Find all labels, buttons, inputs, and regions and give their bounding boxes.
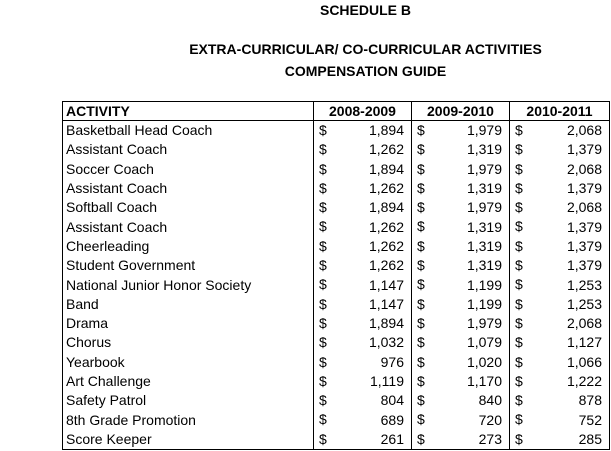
currency-symbol: $ xyxy=(515,276,523,293)
amount-value: 1,119 xyxy=(370,373,404,389)
table-row xyxy=(63,160,610,179)
currency-symbol: $ xyxy=(319,199,327,216)
table-row xyxy=(63,179,610,198)
currency-symbol: $ xyxy=(319,257,327,274)
header-activity: ACTIVITY xyxy=(63,102,314,121)
activity-name: Chorus xyxy=(63,333,314,352)
currency-symbol: $ xyxy=(319,276,327,293)
currency-symbol: $ xyxy=(319,334,327,351)
schedule-heading: SCHEDULE B xyxy=(319,2,411,18)
amount-2010-2011 xyxy=(510,121,610,141)
activity-name: Drama xyxy=(63,314,314,333)
amount-2010-2011 xyxy=(510,353,610,372)
amount-2010-2011 xyxy=(510,237,610,256)
amount-2010-2011 xyxy=(510,333,610,352)
amount-2010-2011 xyxy=(510,430,610,450)
amount-2009-2010 xyxy=(412,410,510,429)
amount-value: 976 xyxy=(380,353,404,370)
amount-2008-2009 xyxy=(314,391,412,410)
header-2009-2010: 2009-2010 xyxy=(412,102,510,121)
amount-2009-2010 xyxy=(412,121,510,141)
amount-value: 1,319 xyxy=(466,218,502,235)
amount-2008-2009 xyxy=(314,160,412,179)
amount-2009-2010 xyxy=(412,198,510,217)
amount-value: 1,319 xyxy=(466,180,502,197)
currency-symbol: $ xyxy=(319,353,327,370)
table-row xyxy=(63,353,610,372)
amount-2008-2009 xyxy=(314,237,412,256)
amount-2009-2010 xyxy=(412,217,510,236)
amount-2008-2009 xyxy=(314,295,412,314)
amount-value: 1,379 xyxy=(566,257,602,274)
amount-value: 2,068 xyxy=(566,315,602,332)
amount-2008-2009 xyxy=(314,430,412,450)
amount-value: 1,894 xyxy=(368,315,404,332)
currency-symbol: $ xyxy=(319,141,327,158)
amount-value: 1,262 xyxy=(368,180,404,197)
currency-symbol: $ xyxy=(515,141,523,158)
currency-symbol: $ xyxy=(515,353,523,370)
amount-2009-2010 xyxy=(412,295,510,314)
amount-value: 273 xyxy=(478,430,502,447)
activity-name: 8th Grade Promotion xyxy=(63,410,314,429)
activity-name: Softball Coach xyxy=(63,198,314,217)
table-row xyxy=(63,430,610,450)
amount-2009-2010 xyxy=(412,430,510,450)
activity-name: Band xyxy=(63,295,314,314)
amount-value: 1,379 xyxy=(566,237,602,254)
amount-2010-2011 xyxy=(510,217,610,236)
currency-symbol: $ xyxy=(417,430,425,447)
amount-value: 1,979 xyxy=(466,315,502,332)
amount-2009-2010 xyxy=(412,256,510,275)
amount-2009-2010 xyxy=(412,237,510,256)
amount-2008-2009 xyxy=(314,314,412,333)
amount-value: 2,068 xyxy=(566,199,602,216)
amount-2010-2011 xyxy=(510,410,610,429)
amount-2008-2009 xyxy=(314,179,412,198)
table-row xyxy=(63,256,610,275)
amount-value: 1,032 xyxy=(368,334,404,351)
table-row xyxy=(63,333,610,352)
amount-value: 1,020 xyxy=(466,353,502,370)
currency-symbol: $ xyxy=(417,411,425,428)
amount-value: 2,068 xyxy=(566,122,602,139)
table-row xyxy=(63,410,610,429)
currency-symbol: $ xyxy=(319,237,327,254)
currency-symbol: $ xyxy=(417,160,425,177)
table-header-row xyxy=(63,102,610,121)
activity-name: Soccer Coach xyxy=(63,160,314,179)
amount-value: 689 xyxy=(380,411,404,428)
currency-symbol: $ xyxy=(417,141,425,158)
table-body xyxy=(63,121,610,450)
amount-2010-2011 xyxy=(510,179,610,198)
amount-2009-2010 xyxy=(412,391,510,410)
amount-2008-2009 xyxy=(314,410,412,429)
currency-symbol: $ xyxy=(515,257,523,274)
currency-symbol: $ xyxy=(515,122,523,138)
amount-2008-2009 xyxy=(314,198,412,217)
amount-value: 285 xyxy=(578,430,602,447)
amount-2008-2009 xyxy=(314,217,412,236)
currency-symbol: $ xyxy=(515,179,523,196)
table-row xyxy=(63,217,610,236)
table-row xyxy=(63,121,610,141)
activity-name: Safety Patrol xyxy=(63,391,314,410)
currency-symbol: $ xyxy=(319,179,327,196)
currency-symbol: $ xyxy=(417,334,425,351)
table-row xyxy=(63,391,610,410)
amount-value: 261 xyxy=(380,430,404,447)
amount-2010-2011 xyxy=(510,160,610,179)
amount-2010-2011 xyxy=(510,295,610,314)
amount-2009-2010 xyxy=(412,333,510,352)
amount-value: 1,199 xyxy=(466,276,502,293)
currency-symbol: $ xyxy=(319,122,327,138)
amount-value: 1,319 xyxy=(466,237,502,254)
amount-value: 1,894 xyxy=(368,199,404,216)
amount-2010-2011 xyxy=(510,198,610,217)
amount-value: 1,894 xyxy=(368,122,404,139)
currency-symbol: $ xyxy=(319,218,327,235)
amount-2010-2011 xyxy=(510,140,610,159)
amount-value: 1,979 xyxy=(466,160,502,177)
currency-symbol: $ xyxy=(417,314,425,331)
amount-value: 1,319 xyxy=(466,257,502,274)
activity-name: Assistant Coach xyxy=(63,140,314,159)
amount-2009-2010 xyxy=(412,160,510,179)
currency-symbol: $ xyxy=(417,392,425,409)
amount-value: 1,127 xyxy=(566,334,602,351)
currency-symbol: $ xyxy=(515,334,523,351)
currency-symbol: $ xyxy=(515,430,523,447)
amount-value: 840 xyxy=(478,392,502,409)
amount-value: 1,262 xyxy=(368,218,404,235)
amount-2010-2011 xyxy=(510,256,610,275)
currency-symbol: $ xyxy=(515,237,523,254)
currency-symbol: $ xyxy=(417,237,425,254)
amount-value: 1,379 xyxy=(566,218,602,235)
amount-value: 1,262 xyxy=(368,237,404,254)
currency-symbol: $ xyxy=(515,314,523,331)
currency-symbol: $ xyxy=(319,295,327,312)
table-row xyxy=(63,198,610,217)
activity-name: Assistant Coach xyxy=(63,217,314,236)
amount-2010-2011 xyxy=(510,391,610,410)
amount-2008-2009 xyxy=(314,256,412,275)
amount-value: 1,066 xyxy=(566,353,602,370)
amount-value: 1,379 xyxy=(566,141,602,158)
currency-symbol: $ xyxy=(319,430,327,447)
amount-value: 1,894 xyxy=(368,160,404,177)
amount-value: 1,319 xyxy=(466,141,502,158)
amount-value: 878 xyxy=(578,392,602,409)
activity-name: Score Keeper xyxy=(63,430,314,450)
currency-symbol: $ xyxy=(319,160,327,177)
currency-symbol: $ xyxy=(319,411,327,428)
activity-name: Assistant Coach xyxy=(63,179,314,198)
table-row xyxy=(63,237,610,256)
activity-name: Basketball Head Coach xyxy=(63,121,314,141)
amount-2009-2010 xyxy=(412,353,510,372)
amount-value: 1,979 xyxy=(466,199,502,216)
currency-symbol: $ xyxy=(319,314,327,331)
currency-symbol: $ xyxy=(417,372,425,389)
document-title-line-2: COMPENSATION GUIDE xyxy=(284,63,447,79)
activity-name: Art Challenge xyxy=(63,372,314,391)
currency-symbol: $ xyxy=(417,295,425,312)
amount-value: 1,147 xyxy=(368,295,404,312)
table-row xyxy=(63,295,610,314)
amount-value: 1,379 xyxy=(566,180,602,197)
activity-name: Student Government xyxy=(63,256,314,275)
document-title-line-1: EXTRA-CURRICULAR/ CO-CURRICULAR ACTIVITIES xyxy=(189,41,542,57)
currency-symbol: $ xyxy=(515,411,523,428)
amount-value: 1,199 xyxy=(466,295,502,312)
amount-value: 1,147 xyxy=(368,276,404,293)
table-row xyxy=(63,275,610,294)
amount-2009-2010 xyxy=(412,140,510,159)
table-row xyxy=(63,314,610,333)
currency-symbol: $ xyxy=(319,392,327,409)
amount-value: 1,253 xyxy=(566,295,602,312)
currency-symbol: $ xyxy=(417,353,425,370)
amount-2010-2011 xyxy=(510,372,610,391)
compensation-table xyxy=(62,101,610,450)
amount-value: 1,222 xyxy=(566,373,602,389)
header-2010-2011: 2010-2011 xyxy=(510,102,610,121)
amount-2009-2010 xyxy=(412,372,510,391)
amount-value: 1,262 xyxy=(368,257,404,274)
amount-value: 720 xyxy=(478,411,502,428)
table-row xyxy=(63,140,610,159)
amount-2008-2009 xyxy=(314,121,412,141)
amount-2008-2009 xyxy=(314,275,412,294)
amount-2008-2009 xyxy=(314,372,412,391)
amount-value: 804 xyxy=(380,392,404,409)
currency-symbol: $ xyxy=(515,199,523,216)
currency-symbol: $ xyxy=(417,218,425,235)
table-row xyxy=(63,372,610,391)
currency-symbol: $ xyxy=(515,392,523,409)
activity-name: National Junior Honor Society xyxy=(63,275,314,294)
currency-symbol: $ xyxy=(417,276,425,293)
amount-2008-2009 xyxy=(314,140,412,159)
amount-2009-2010 xyxy=(412,275,510,294)
activity-name: Yearbook xyxy=(63,353,314,372)
amount-value: 752 xyxy=(578,411,602,428)
amount-value: 1,979 xyxy=(466,122,502,139)
currency-symbol: $ xyxy=(417,199,425,216)
currency-symbol: $ xyxy=(417,122,425,138)
currency-symbol: $ xyxy=(515,372,523,389)
currency-symbol: $ xyxy=(417,257,425,274)
amount-2010-2011 xyxy=(510,275,610,294)
amount-2008-2009 xyxy=(314,353,412,372)
header-2008-2009: 2008-2009 xyxy=(314,102,412,121)
amount-value: 2,068 xyxy=(566,160,602,177)
amount-value: 1,253 xyxy=(566,276,602,293)
activity-name: Cheerleading xyxy=(63,237,314,256)
amount-2010-2011 xyxy=(510,314,610,333)
currency-symbol: $ xyxy=(417,179,425,196)
amount-value: 1,262 xyxy=(368,141,404,158)
amount-2008-2009 xyxy=(314,333,412,352)
amount-2009-2010 xyxy=(412,314,510,333)
currency-symbol: $ xyxy=(515,218,523,235)
currency-symbol: $ xyxy=(515,295,523,312)
currency-symbol: $ xyxy=(319,372,327,389)
amount-value: 1,079 xyxy=(466,334,502,351)
amount-2009-2010 xyxy=(412,179,510,198)
amount-value: 1,170 xyxy=(466,373,502,389)
currency-symbol: $ xyxy=(515,160,523,177)
